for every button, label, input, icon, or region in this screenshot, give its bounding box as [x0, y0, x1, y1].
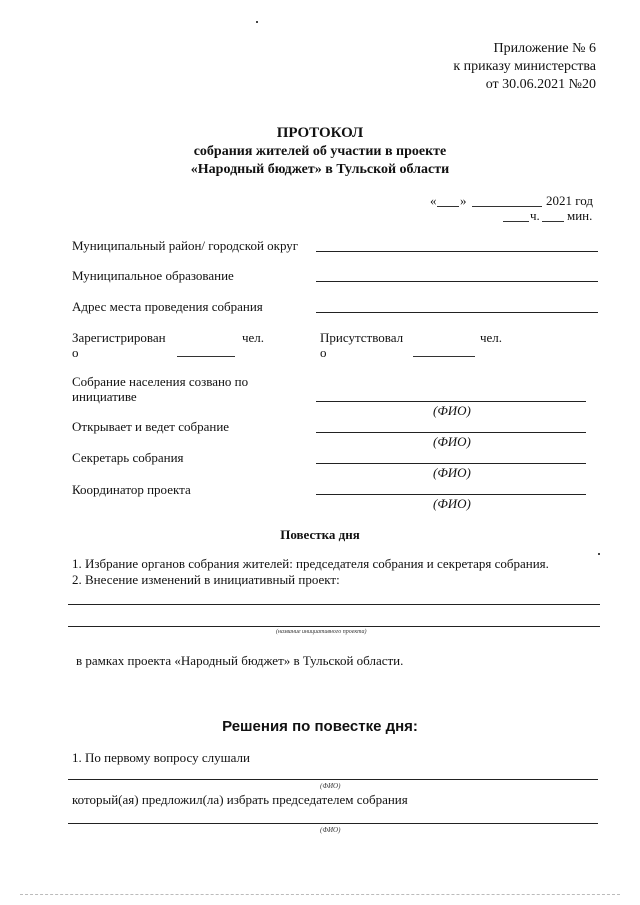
secretary-label: Секретарь собрания	[72, 450, 184, 465]
coordinator-label: Координатор проекта	[72, 482, 191, 497]
chair-fio-caption: (ФИО)	[433, 434, 471, 449]
hour-blank[interactable]	[503, 221, 529, 222]
municipality-label: Муниципальное образование	[72, 268, 234, 283]
registered-unit: чел.	[242, 330, 265, 345]
present-label-end: о	[320, 345, 327, 360]
minute-unit: мин.	[567, 208, 593, 223]
district-label: Муниципальный район/ городской округ	[72, 238, 299, 253]
document-subtitle-2: «Народный бюджет» в Тульской области	[190, 162, 450, 177]
appendix-line-1: Приложение № 6	[493, 41, 596, 56]
month-blank[interactable]	[472, 206, 542, 207]
proposal-text: который(ая) предложил(ла) избрать председателем собрания	[72, 792, 408, 807]
document-subtitle-1: собрания жителей об участии в проекте	[193, 144, 447, 159]
speck	[598, 553, 600, 555]
appendix-line-2: к приказу министерства	[453, 59, 596, 74]
present-unit: чел.	[480, 330, 503, 345]
project-name-caption: (название инициативного проекта)	[276, 629, 367, 635]
registered-label: Зарегистрирован	[72, 330, 166, 345]
minute-blank[interactable]	[542, 221, 564, 222]
agenda-within-text: в рамках проекта «Народный бюджет» в Тульской области.	[76, 653, 404, 668]
chair-label: Открывает и ведет собрание	[72, 419, 230, 434]
address-field[interactable]	[316, 312, 598, 313]
secretary-fio-caption: (ФИО)	[433, 465, 471, 480]
present-label: Присутствовал	[320, 330, 404, 345]
speck	[256, 21, 258, 23]
coordinator-field[interactable]	[316, 494, 586, 495]
date-year: 2021 год	[546, 193, 593, 208]
secretary-field[interactable]	[316, 463, 586, 464]
registered-count-field[interactable]	[177, 356, 235, 357]
initiative-label-end: инициативе	[72, 389, 137, 404]
decisions-heading: Решения по повестке дня:	[222, 718, 418, 735]
coordinator-fio-caption: (ФИО)	[433, 496, 471, 511]
date-open-quote: «	[430, 193, 437, 208]
agenda-heading: Повестка дня	[280, 527, 360, 542]
registered-label-end: о	[72, 345, 79, 360]
agenda-item-2: 2. Внесение изменений в инициативный проект:	[72, 572, 340, 587]
initiative-field[interactable]	[316, 401, 586, 402]
appendix-line-3: от 30.06.2021 №20	[485, 77, 596, 92]
chairperson-fio-caption: (ФИО)	[320, 826, 341, 834]
speaker-fio-caption: (ФИО)	[320, 782, 341, 790]
municipality-field[interactable]	[316, 281, 598, 282]
scan-edge-noise	[20, 894, 620, 895]
project-name-field-1[interactable]	[68, 604, 600, 605]
present-count-field[interactable]	[413, 356, 475, 357]
first-question-label: 1. По первому вопросу слушали	[72, 750, 250, 765]
chair-field[interactable]	[316, 432, 586, 433]
initiative-fio-caption: (ФИО)	[433, 403, 471, 418]
agenda-item-1: 1. Избрание органов собрания жителей: председателя собрания и секретаря собрания.	[72, 556, 549, 571]
date-close-quote: »	[460, 193, 467, 208]
address-label: Адрес места проведения собрания	[72, 299, 263, 314]
day-blank[interactable]	[437, 206, 459, 207]
chairperson-field[interactable]	[68, 823, 598, 824]
hour-unit: ч.	[530, 208, 540, 223]
initiative-label: Собрание населения созвано по	[72, 374, 249, 389]
speaker-field[interactable]	[68, 779, 598, 780]
project-name-field-2[interactable]	[68, 626, 600, 627]
district-field[interactable]	[316, 251, 598, 252]
document-title: ПРОТОКОЛ	[276, 125, 364, 141]
